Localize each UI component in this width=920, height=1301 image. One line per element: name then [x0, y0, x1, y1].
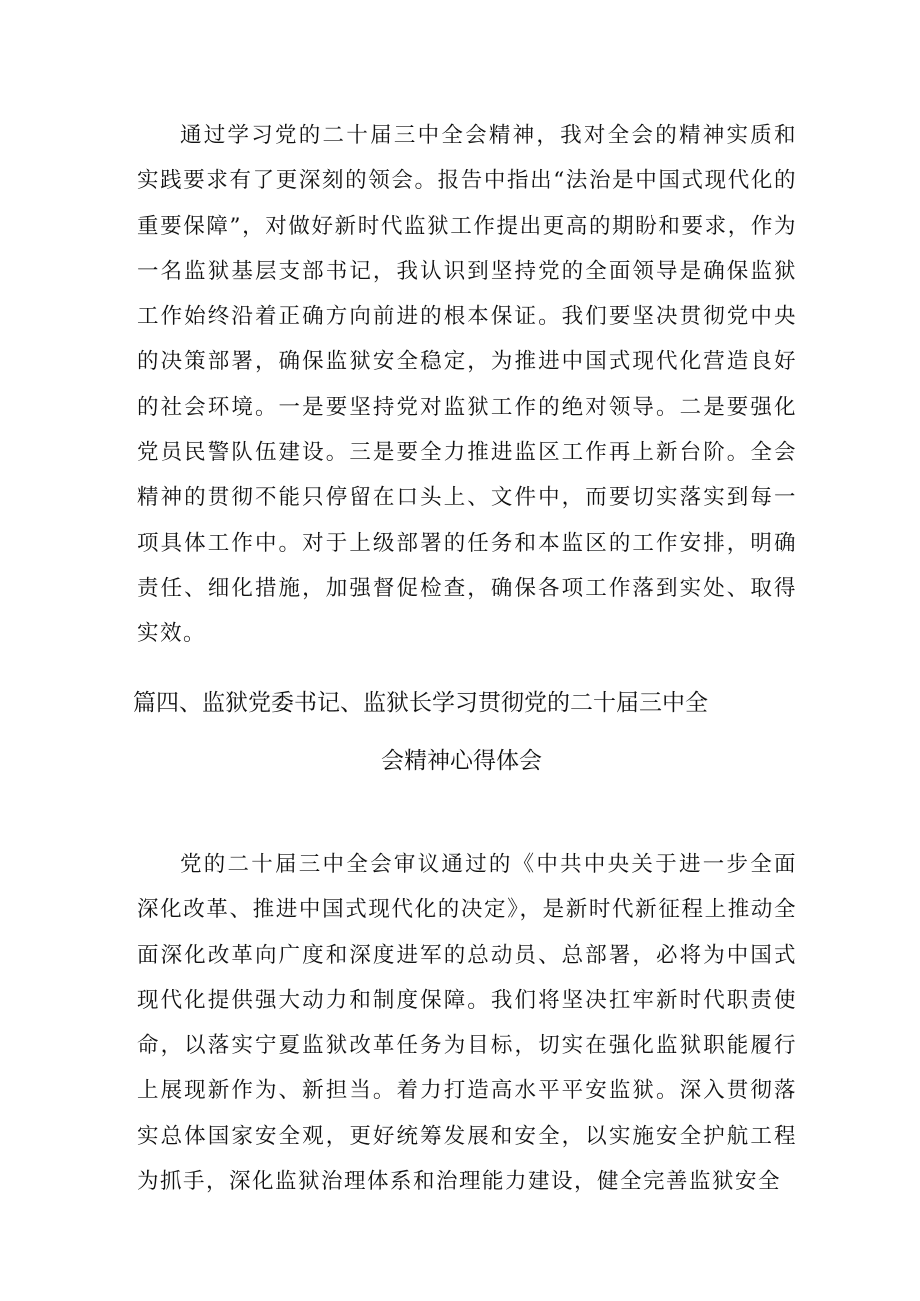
- body-paragraph: 通过学习党的二十届三中全会精神，我对全会的精神实质和实践要求有了更深刻的领会。报告中指出“法治是中国式现代化的重要保障”，对做好新时代监狱工作提出更高的期盼和要求，作为一名监狱基层支部书记，我认识到坚持党的全面领导是确保监狱工作始终沿着正确方向前进的根本保证。我们要坚决贯彻党中央的决策部署，确保监狱安全稳定，为推进中国式现代化营造良好的社会环境。一是要坚持党对监狱工作的绝对领导。二是要强化党员民警队伍建设。三是要全力推进监区工作再上新台阶。全会精神的贯彻不能只停留在口头上、文件中，而要切实落实到每一项具体工作中。对于上级部署的任务和本监区的工作安排，明确责任、细化措施，加强督促检查，确保各项工作落到实处、取得实效。: [137, 123, 797, 647]
- section-title: 篇四、监狱党委书记、监狱长学习贯彻党的二十届三中全: [133, 690, 708, 716]
- body-paragraph: 党的二十届三中全会审议通过的《中共中央关于进一步全面深化改革、推进中国式现代化的决定》，是新时代新征程上推动全面深化改革向广度和深度进军的总动员、总部署，必将为中国式现代化提供强大动力和制度保障。我们将坚决扛牢新时代职责使命，以落实宁夏监狱改革任务为目标，切实在强化监狱职能履行上展现新作为、新担当。着力打造高水平平安监狱。深入贯彻落实总体国家安全观，更好统筹发展和安全，以实施安全护航工程为抓手，深化监狱治理体系和治理能力建设，健全完善监狱安全: [137, 852, 797, 1195]
- section-title-continuation: 会精神心得体会: [381, 748, 542, 774]
